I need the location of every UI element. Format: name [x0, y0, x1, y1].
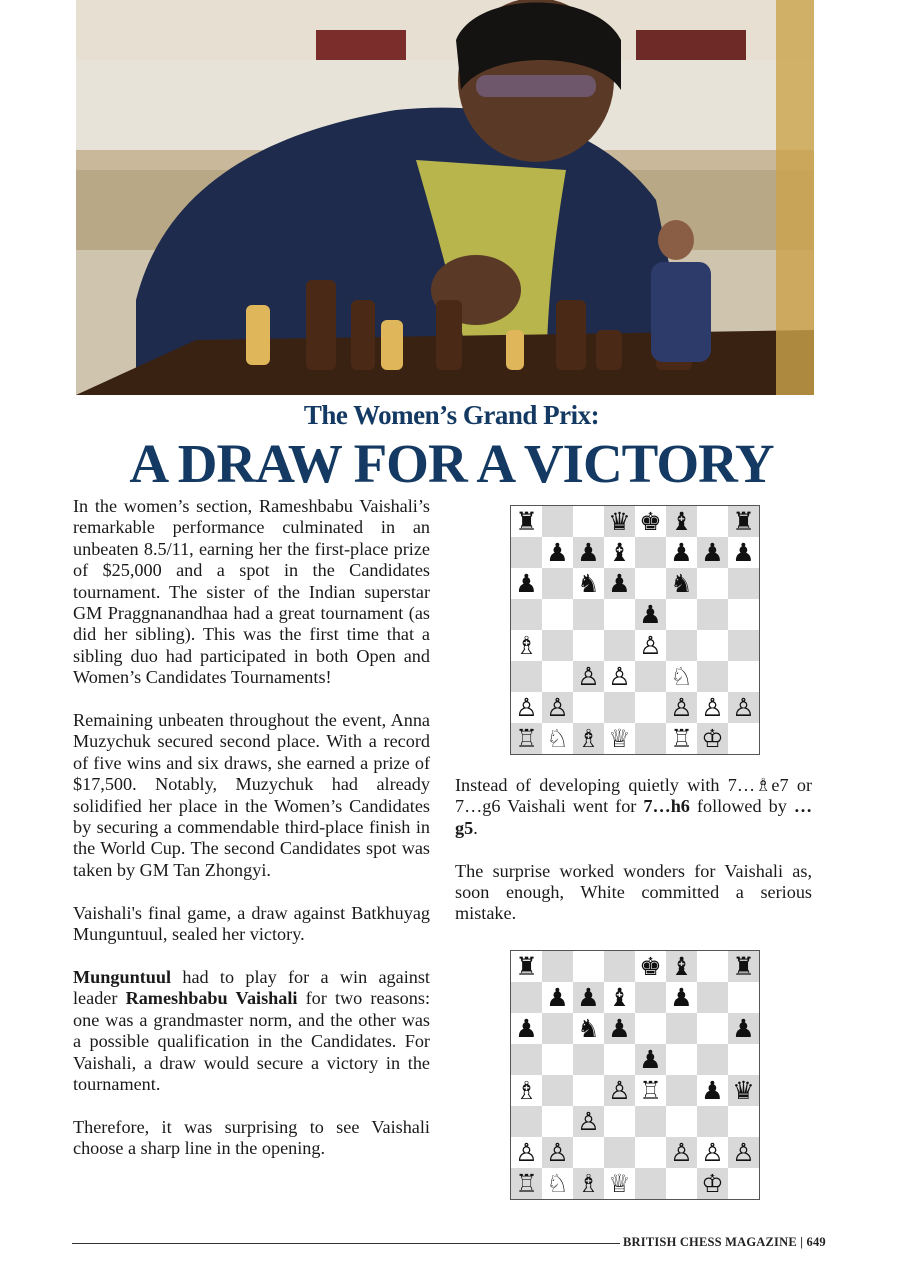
board-square: [573, 599, 604, 630]
white-pawn-icon: ♙: [697, 692, 728, 723]
paragraph-right-1: Instead of developing quietly with 7…♗e7 or 7…g6 Vaishali went for 7…h6 followed by …g5.: [455, 775, 813, 838]
black-knight-icon: ♞: [573, 1013, 604, 1044]
paragraph-3: Vaishali's final game, a draw against Batkhuyag Munguntuul, sealed her victory.: [73, 902, 430, 945]
board-square: [542, 599, 573, 630]
black-pawn-icon: ♟: [511, 1013, 542, 1044]
white-bishop-icon: ♗: [511, 1075, 542, 1106]
bold-move-g5: …g5: [455, 796, 813, 838]
board-square: [635, 692, 666, 723]
board-square: [666, 1075, 697, 1106]
board-square: [542, 630, 573, 661]
board-square: [697, 1013, 728, 1044]
board-square: [697, 661, 728, 692]
paragraph-right-2: The surprise worked wonders for Vaishali as, soon enough, White committed a serious mistake.: [455, 860, 812, 924]
board-square: [697, 951, 728, 982]
black-bishop-icon: ♝: [604, 537, 635, 568]
paragraph-5: Therefore, it was surprising to see Vaishali choose a sharp line in the opening.: [73, 1116, 430, 1159]
footer-rule: [72, 1243, 620, 1244]
white-pawn-icon: ♙: [573, 1106, 604, 1137]
paragraph-4: Munguntuul had to play for a win against leader Rameshbabu Vaishali for two reasons: one was a grandmaster norm, and the other was a possible qualification in the Candidates. For Vaishali, a draw would secure a victory in the tournament.: [73, 966, 431, 1094]
white-pawn-icon: ♙: [666, 1137, 697, 1168]
black-bishop-icon: ♝: [666, 506, 697, 537]
white-pawn-icon: ♙: [573, 661, 604, 692]
white-pawn-icon: ♙: [697, 1137, 728, 1168]
black-pawn-icon: ♟: [697, 537, 728, 568]
board-square: [511, 982, 542, 1013]
board-square: [728, 599, 759, 630]
black-pawn-icon: ♟: [666, 982, 697, 1013]
white-knight-icon: ♘: [666, 661, 697, 692]
white-pawn-icon: ♙: [728, 1137, 759, 1168]
black-pawn-icon: ♟: [542, 537, 573, 568]
board-square: [635, 537, 666, 568]
board-square: [635, 1106, 666, 1137]
white-queen-icon: ♕: [604, 1168, 635, 1199]
white-bishop-icon: ♗: [573, 1168, 604, 1199]
board-square: [511, 537, 542, 568]
board-square: [573, 951, 604, 982]
board-square: [542, 1075, 573, 1106]
black-pawn-icon: ♟: [728, 1013, 759, 1044]
black-queen-icon: ♛: [604, 506, 635, 537]
board-square: [542, 1106, 573, 1137]
board-square: [542, 1013, 573, 1044]
board-square: [573, 1075, 604, 1106]
board-square: [728, 1044, 759, 1075]
board-square: [635, 568, 666, 599]
board-square: [697, 1044, 728, 1075]
board-square: [666, 1044, 697, 1075]
black-pawn-icon: ♟: [604, 568, 635, 599]
black-bishop-icon: ♝: [666, 951, 697, 982]
black-pawn-icon: ♟: [728, 537, 759, 568]
black-rook-icon: ♜: [511, 951, 542, 982]
paragraph-1: In the women’s section, Rameshbabu Vaishali’s remarkable performance culminated in an unbeaten 8.5/11, earning her the first-place prize of $25,000 and a spot in the Candidates tournament. The sister of the Indian superstar GM Praggnanandhaa had a great tournament (as did her sibling). This was the first time that a sibling duo had participated in both Open and Women’s Candidates Tournaments!: [73, 496, 430, 688]
board-square: [604, 599, 635, 630]
black-knight-icon: ♞: [573, 568, 604, 599]
black-pawn-icon: ♟: [542, 982, 573, 1013]
article-headline: A DRAW FOR A VICTORY: [129, 433, 774, 494]
white-pawn-icon: ♙: [666, 692, 697, 723]
black-king-icon: ♚: [635, 506, 666, 537]
player-at-board-illustration: [76, 0, 814, 395]
black-pawn-icon: ♟: [666, 537, 697, 568]
board-square: [635, 982, 666, 1013]
board-square: [666, 630, 697, 661]
white-rook-icon: ♖: [635, 1075, 666, 1106]
board-square: [573, 630, 604, 661]
board-square: [666, 1106, 697, 1137]
paragraph-2: Remaining unbeaten throughout the event, Anna Muzychuk secured second place. With a record of five wins and six draws, she earned a prize of $17,500. Notably, Muzychuk had already solidified her place in the Women’s Candidates by securing a commendable third-place finish in the World Cup. The second Candidates spot was taken by GM Tan Zhongyi.: [73, 710, 430, 880]
board-square: [728, 723, 759, 754]
board-square: [511, 1106, 542, 1137]
black-rook-icon: ♜: [728, 506, 759, 537]
board-square: [542, 1044, 573, 1075]
board-square: [728, 1168, 759, 1199]
white-rook-icon: ♖: [666, 723, 697, 754]
left-column: [73, 496, 430, 1181]
board-square: [604, 630, 635, 661]
board-square: [666, 1168, 697, 1199]
white-pawn-icon: ♙: [511, 692, 542, 723]
white-bishop-icon: ♗: [573, 723, 604, 754]
board-square: [573, 506, 604, 537]
board-square: [542, 568, 573, 599]
board-square: [728, 630, 759, 661]
board-square: [635, 661, 666, 692]
black-knight-icon: ♞: [666, 568, 697, 599]
board-square: [728, 982, 759, 1013]
board-square: [511, 599, 542, 630]
right-column: [455, 775, 812, 946]
board-square: [573, 1044, 604, 1075]
board-square: [604, 1106, 635, 1137]
board-square: [604, 692, 635, 723]
white-pawn-icon: ♙: [728, 692, 759, 723]
board-square: [635, 723, 666, 754]
white-pawn-icon: ♙: [542, 1137, 573, 1168]
board-square: [697, 1106, 728, 1137]
chess-diagram-2: [510, 950, 760, 1200]
board-square: [697, 599, 728, 630]
board-square: [604, 951, 635, 982]
black-rook-icon: ♜: [728, 951, 759, 982]
white-rook-icon: ♖: [511, 1168, 542, 1199]
white-rook-icon: ♖: [511, 723, 542, 754]
board-square: [666, 1013, 697, 1044]
white-pawn-icon: ♙: [542, 692, 573, 723]
article-kicker: The Women’s Grand Prix:: [303, 400, 600, 430]
board-square: [697, 630, 728, 661]
white-pawn-icon: ♙: [635, 630, 666, 661]
board-square: [635, 1168, 666, 1199]
board-square: [728, 661, 759, 692]
board-square: [542, 661, 573, 692]
board-square: [697, 506, 728, 537]
white-pawn-icon: ♙: [604, 1075, 635, 1106]
white-queen-icon: ♕: [604, 723, 635, 754]
hero-photo: [76, 0, 814, 395]
black-queen-icon: ♛: [728, 1075, 759, 1106]
board-square: [542, 951, 573, 982]
black-pawn-icon: ♟: [697, 1075, 728, 1106]
board-square: [573, 692, 604, 723]
black-pawn-icon: ♟: [573, 537, 604, 568]
black-bishop-icon: ♝: [604, 982, 635, 1013]
board-square: [511, 661, 542, 692]
white-king-icon: ♔: [697, 1168, 728, 1199]
black-king-icon: ♚: [635, 951, 666, 982]
black-pawn-icon: ♟: [635, 599, 666, 630]
white-king-icon: ♔: [697, 723, 728, 754]
board-square: [666, 599, 697, 630]
board-square: [573, 1137, 604, 1168]
black-rook-icon: ♜: [511, 506, 542, 537]
footer-publication: BRITISH CHESS MAGAZINE | 649: [623, 1235, 826, 1249]
black-pawn-icon: ♟: [573, 982, 604, 1013]
board-square: [728, 568, 759, 599]
white-pawn-icon: ♙: [604, 661, 635, 692]
bold-move-h6: 7…h6: [643, 796, 690, 817]
white-bishop-icon: ♗: [511, 630, 542, 661]
chess-diagram-1: [510, 505, 760, 755]
white-pawn-icon: ♙: [511, 1137, 542, 1168]
board-square: [604, 1044, 635, 1075]
board-square: [635, 1137, 666, 1168]
board-square: [697, 568, 728, 599]
board-square: [697, 982, 728, 1013]
black-pawn-icon: ♟: [635, 1044, 666, 1075]
board-square: [604, 1137, 635, 1168]
bold-vaishali: Rameshbabu Vaishali: [125, 988, 298, 1009]
black-pawn-icon: ♟: [511, 568, 542, 599]
bold-munguntuul: Munguntuul: [73, 966, 172, 987]
white-knight-icon: ♘: [542, 1168, 573, 1199]
black-pawn-icon: ♟: [604, 1013, 635, 1044]
board-square: [635, 1013, 666, 1044]
white-knight-icon: ♘: [542, 723, 573, 754]
board-square: [511, 1044, 542, 1075]
board-square: [542, 506, 573, 537]
board-square: [728, 1106, 759, 1137]
